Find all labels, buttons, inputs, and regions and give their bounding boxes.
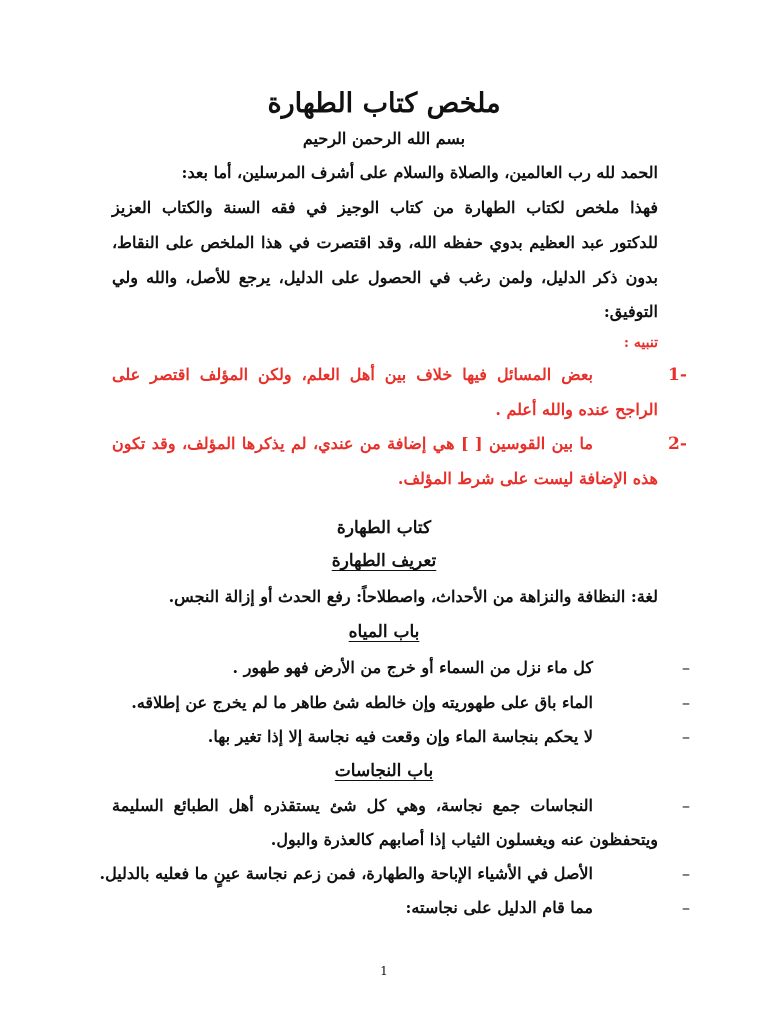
waters-item-1: كل ماء نزل من السماء أو خرج من الأرض فهو طهور . [232,658,593,677]
page-number: 1 [380,964,388,978]
basmala: بسم الله الرحمن الرحيم [302,129,466,148]
bullet-dash: – [682,727,690,746]
document-title: ملخص كتاب الطهارة [267,88,501,119]
definition-text: لغة: النظافة والنزاهة من الأحداث، واصطلاحاً: رفع الحدث أو إزالة النجس. [168,587,658,606]
notice-2-line-1: ما بين القوسين [ ] هي إضافة من عندي، لم يذكرها المؤلف، وقد تكون [112,434,593,453]
intro-line-2: فهذا ملخص لكتاب الطهارة من كتاب الوجيز في فقه السنة والكتاب العزيز [112,198,658,217]
waters-item-2: الماء باق على طهوريته وإن خالطه شئ طاهر ما لم يخرج عن إطلاقه. [131,693,593,712]
notice-1-line-1: بعض المسائل فيها خلاف بين أهل العلم، ولكن المؤلف اقتصر على [112,365,593,384]
notice-2-line-2: هذه الإضافة ليست على شرط المؤلف. [397,469,658,488]
notice-label: تنبيه : [623,335,658,351]
book-title: كتاب الطهارة [336,518,432,538]
impurities-heading-text: باب النجاسات [334,761,434,781]
impurities-item-1-line-1: النجاسات جمع نجاسة، وهي كل شئ يستقذره أهل الطبائع السليمة [112,796,593,815]
intro-line-1: الحمد لله رب العالمين، والصلاة والسلام على أشرف المرسلين، أما بعد: [181,163,658,182]
bullet-dash: – [682,796,690,815]
bullet-dash: – [682,658,690,677]
waters-heading [0,621,768,643]
intro-line-4: بدون ذكر الدليل، ولمن رغب في الحصول على الدليل، يرجع للأصل، والله ولي [112,268,658,287]
definition-heading-text: تعريف الطهارة [331,551,437,571]
bullet-dash: – [682,693,690,712]
notice-number-1: 1- [668,365,687,385]
impurities-item-2: الأصل في الأشياء الإباحة والطهارة، فمن زعم نجاسة عينٍ ما فعليه بالدليل. [99,864,593,883]
impurities-item-1-line-2: ويتحفظون عنه ويغسلون الثياب إذا أصابهم كالعذرة والبول. [270,830,658,849]
bullet-dash: – [682,898,690,917]
notice-number-2: 2- [668,434,687,454]
waters-item-3: لا يحكم بنجاسة الماء وإن وقعت فيه نجاسة إلا إذا تغير بها. [207,727,593,746]
impurities-item-3: مما قام الدليل على نجاسته: [405,898,593,917]
notice-1-line-2: الراجح عنده والله أعلم . [495,400,658,419]
waters-heading-text: باب المياه [348,622,420,642]
impurities-heading [0,760,768,782]
intro-line-5: التوفيق: [603,302,658,321]
intro-line-3: للدكتور عبد العظيم بدوي حفظه الله، وقد اقتصرت في هذا الملخص على النقاط، [112,233,658,252]
bullet-dash: – [682,864,690,883]
definition-heading [0,550,768,572]
